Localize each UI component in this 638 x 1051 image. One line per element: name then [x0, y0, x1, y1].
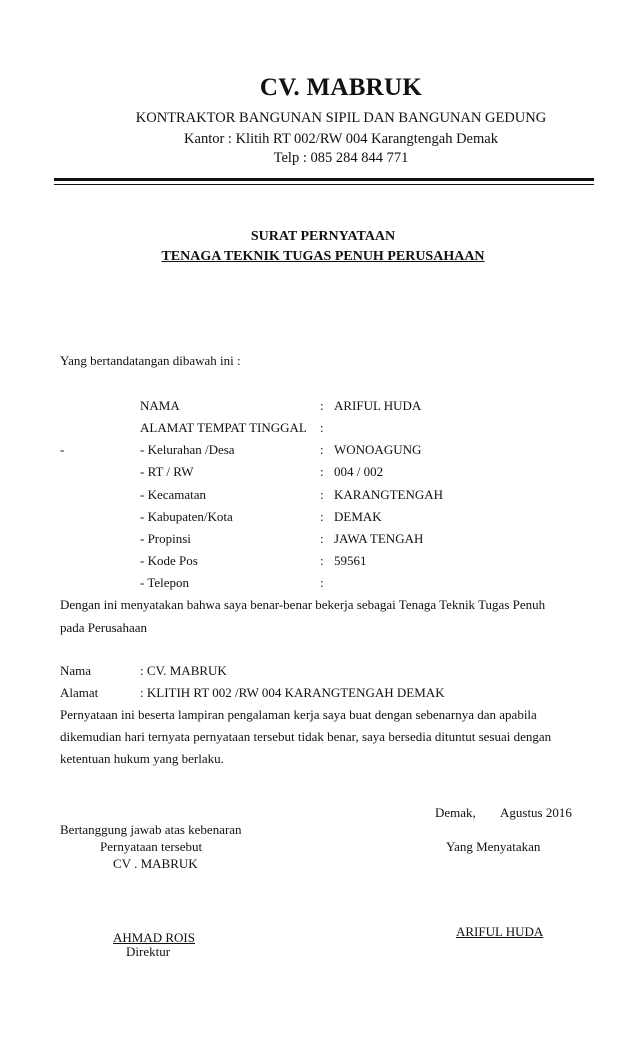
- field-colon: :: [320, 509, 324, 524]
- company-name-label: Nama: [60, 663, 92, 678]
- field-label-rt-rw: - RT / RW: [140, 464, 194, 479]
- right-signatory-name: ARIFUL HUDA: [456, 924, 544, 939]
- company-address-value: : KLITIH RT 002 /RW 004 KARANGTENGAH DEMAK: [140, 685, 445, 700]
- field-label-kabupaten: - Kabupaten/Kota: [140, 509, 233, 524]
- company-office-address: Kantor : Klitih RT 002/RW 004 Karangtengah Demak: [184, 131, 498, 147]
- field-label-kecamatan: - Kecamatan: [140, 487, 207, 502]
- field-label-kelurahan: - Kelurahan /Desa: [140, 442, 235, 457]
- company-subtitle: KONTRAKTOR BANGUNAN SIPIL DAN BANGUNAN GEDUNG: [135, 110, 547, 126]
- declaration-line-1: Pernyataan ini beserta lampiran pengalaman kerja saya buat dengan sebenarnya dan apabila: [60, 707, 537, 722]
- field-colon: :: [320, 420, 324, 435]
- field-value-kode-pos: 59561: [334, 553, 367, 568]
- statement-line-1: Dengan ini menyatakan bahwa saya benar-benar bekerja sebagai Tenaga Teknik Tugas Penuh: [60, 597, 546, 612]
- field-value-rt-rw: 004 / 002: [334, 464, 384, 479]
- field-value-kecamatan: KARANGTENGAH: [334, 487, 444, 502]
- letterhead-divider-thick: [54, 178, 594, 181]
- left-sign-caption-1: Bertanggung jawab atas kebenaran: [60, 822, 242, 837]
- field-label-kode-pos: - Kode Pos: [140, 553, 198, 568]
- field-label-alamat: ALAMAT TEMPAT TINGGAL: [140, 420, 307, 435]
- document-title: SURAT PERNYATAAN: [250, 229, 396, 244]
- declaration-line-2: dikemudian hari ternyata pernyataan tersebut tidak benar, saya bersedia dituntut sesuai dengan: [60, 729, 552, 744]
- declaration-line-3: ketentuan hukum yang berlaku.: [60, 751, 224, 766]
- left-signatory-name: AHMAD ROIS: [113, 930, 195, 945]
- intro-text: Yang bertandatangan dibawah ini :: [60, 353, 241, 368]
- field-colon: :: [320, 575, 324, 590]
- field-value-kabupaten: DEMAK: [334, 509, 382, 524]
- company-name: CV. MABRUK: [259, 74, 423, 101]
- right-sign-caption: Yang Menyatakan: [446, 839, 541, 854]
- company-address-label: Alamat: [60, 685, 99, 700]
- left-sign-caption-3: CV . MABRUK: [113, 856, 198, 871]
- field-label-nama: NAMA: [140, 398, 180, 413]
- company-name-value: : CV. MABRUK: [140, 663, 227, 678]
- document-subtitle: TENAGA TEKNIK TUGAS PENUH PERUSAHAAN: [161, 249, 485, 264]
- field-colon: :: [320, 531, 324, 546]
- statement-line-2: pada Perusahaan: [60, 620, 147, 635]
- letterhead-divider-thin: [54, 184, 594, 185]
- bullet-dash: -: [60, 442, 65, 457]
- left-sign-caption-2: Pernyataan tersebut: [100, 839, 203, 854]
- left-signatory-role: Direktur: [126, 944, 171, 959]
- field-value-propinsi: JAWA TENGAH: [334, 531, 424, 546]
- field-colon: :: [320, 487, 324, 502]
- field-label-propinsi: - Propinsi: [140, 531, 191, 546]
- field-colon: :: [320, 442, 324, 457]
- field-value-kelurahan: WONOAGUNG: [334, 442, 422, 457]
- signing-place: Demak,: [435, 805, 476, 820]
- field-colon: :: [320, 553, 324, 568]
- field-colon: :: [320, 464, 324, 479]
- company-phone: Telp : 085 284 844 771: [273, 150, 409, 166]
- field-value-nama: ARIFUL HUDA: [334, 398, 422, 413]
- signing-date: Agustus 2016: [500, 805, 572, 820]
- field-colon: :: [320, 398, 324, 413]
- field-label-telepon: - Telepon: [140, 575, 190, 590]
